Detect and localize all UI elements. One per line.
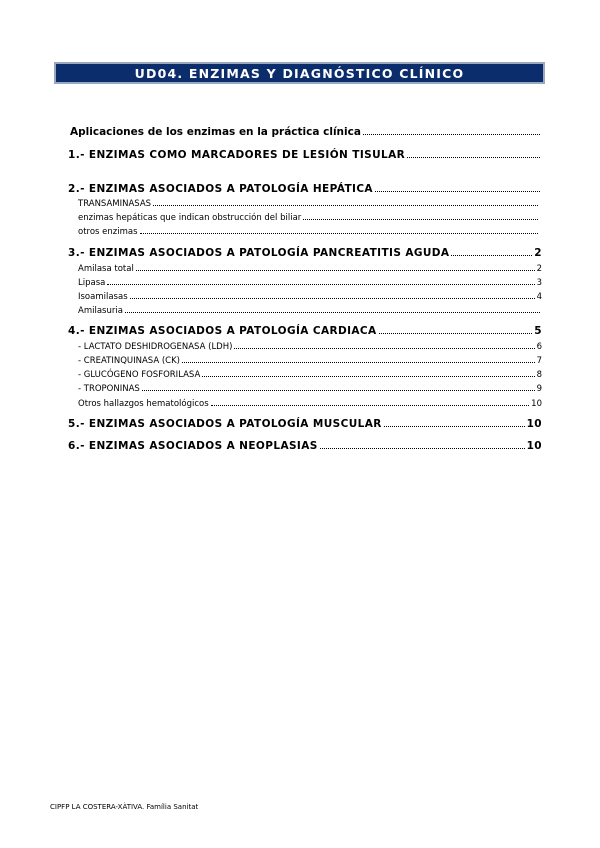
toc-entry-label: - GLUCÓGENO FOSFORILASA	[78, 370, 201, 380]
toc-subentry[interactable]	[78, 384, 542, 394]
toc-leader-dots	[202, 376, 534, 377]
toc-subentry[interactable]	[78, 292, 542, 302]
toc-entry-label: 2.- ENZIMAS ASOCIADOS A PATOLOGÍA HEPÁTICA	[68, 183, 373, 195]
toc-subentry[interactable]	[78, 370, 542, 380]
toc-leader-dots	[384, 426, 525, 427]
page-title: UD04. ENZIMAS Y DIAGNÓSTICO CLÍNICO	[134, 65, 465, 81]
toc-entry-label: otros enzimas	[78, 227, 138, 237]
toc-entry-section-2[interactable]	[68, 183, 542, 195]
toc-page-number: 4	[536, 292, 542, 302]
toc-leader-dots	[107, 284, 534, 285]
toc-leader-dots	[182, 362, 535, 363]
toc-leader-dots	[320, 448, 525, 449]
toc-entry-section-5[interactable]	[68, 418, 542, 430]
toc-entry-section-4[interactable]	[68, 325, 542, 337]
toc-subentry[interactable]	[78, 199, 540, 209]
toc-page-number: 3	[536, 278, 542, 288]
toc-entry-intro[interactable]	[70, 126, 542, 138]
toc-entry-label: 5.- ENZIMAS ASOCIADOS A PATOLOGÍA MUSCULAR	[68, 418, 382, 430]
toc-leader-dots	[379, 333, 533, 334]
toc-leader-dots	[375, 191, 540, 192]
toc-entry-label: Lipasa	[78, 278, 106, 288]
toc-page-number: 2	[534, 247, 542, 259]
toc-entry-label: - LACTATO DESHIDROGENASA (LDH)	[78, 342, 233, 352]
toc-entry-label: Aplicaciones de los enzimas en la práctica clínica	[70, 126, 361, 138]
toc-page-number: 7	[536, 356, 542, 366]
toc-page-number: 9	[536, 384, 542, 394]
toc-leader-dots	[153, 205, 538, 206]
toc-page-number: 10	[526, 418, 542, 430]
toc-leader-dots	[140, 233, 538, 234]
toc-page-number: 8	[536, 370, 542, 380]
page-footer: CIPFP LA COSTERA-XÀTIVA. Família Sanitat	[50, 803, 199, 811]
toc-leader-dots	[211, 405, 530, 406]
toc-page-number: 10	[526, 440, 542, 452]
toc-leader-dots	[303, 219, 538, 220]
toc-page-number: 5	[534, 325, 542, 337]
toc-leader-dots	[234, 348, 534, 349]
toc-entry-label: - CREATINQUINASA (CK)	[78, 356, 180, 366]
toc-page-number: 2	[536, 264, 542, 274]
toc-subentry[interactable]	[78, 227, 540, 237]
toc-subentry[interactable]	[78, 356, 542, 366]
toc-entry-label: 1.- ENZIMAS COMO MARCADORES DE LESIÓN TISULAR	[68, 149, 406, 161]
toc-leader-dots	[136, 270, 535, 271]
toc-subentry[interactable]	[78, 306, 542, 316]
toc-entry-label: 4.- ENZIMAS ASOCIADOS A PATOLOGÍA CARDIACA	[68, 325, 377, 337]
toc-leader-dots	[142, 390, 535, 391]
toc-entry-section-1[interactable]	[68, 149, 542, 161]
toc-entry-label: Amilasuria	[78, 306, 123, 316]
toc-subentry[interactable]	[78, 213, 540, 223]
toc-entry-label: Isoamilasas	[78, 292, 128, 302]
toc-subentry[interactable]	[78, 278, 542, 288]
toc-entry-label: Otros hallazgos hematológicos	[78, 399, 209, 409]
toc-leader-dots	[125, 312, 540, 313]
toc-page-number: 10	[531, 399, 542, 409]
toc-entry-label: Amilasa total	[78, 264, 134, 274]
toc-subentry[interactable]	[78, 399, 542, 409]
toc-entry-label: - TROPONINAS	[78, 384, 140, 394]
toc-leader-dots	[451, 255, 532, 256]
toc-entry-section-6[interactable]	[68, 440, 542, 452]
toc-entry-label: TRANSAMINASAS	[78, 199, 152, 209]
toc-leader-dots	[130, 298, 535, 299]
toc-leader-dots	[363, 134, 540, 135]
toc-entry-label: 3.- ENZIMAS ASOCIADOS A PATOLOGÍA PANCREATITIS AGUDA	[68, 247, 450, 259]
toc-entry-label: enzimas hepáticas que indican obstrucción del biliar	[78, 213, 302, 223]
toc-subentry[interactable]	[78, 264, 542, 274]
toc-subentry[interactable]	[78, 342, 542, 352]
title-banner	[54, 62, 545, 84]
toc-entry-label: 6.- ENZIMAS ASOCIADOS A NEOPLASIAS	[68, 440, 318, 452]
toc-page-number: 6	[536, 342, 542, 352]
toc-entry-section-3[interactable]	[68, 247, 542, 259]
toc-leader-dots	[407, 157, 540, 158]
